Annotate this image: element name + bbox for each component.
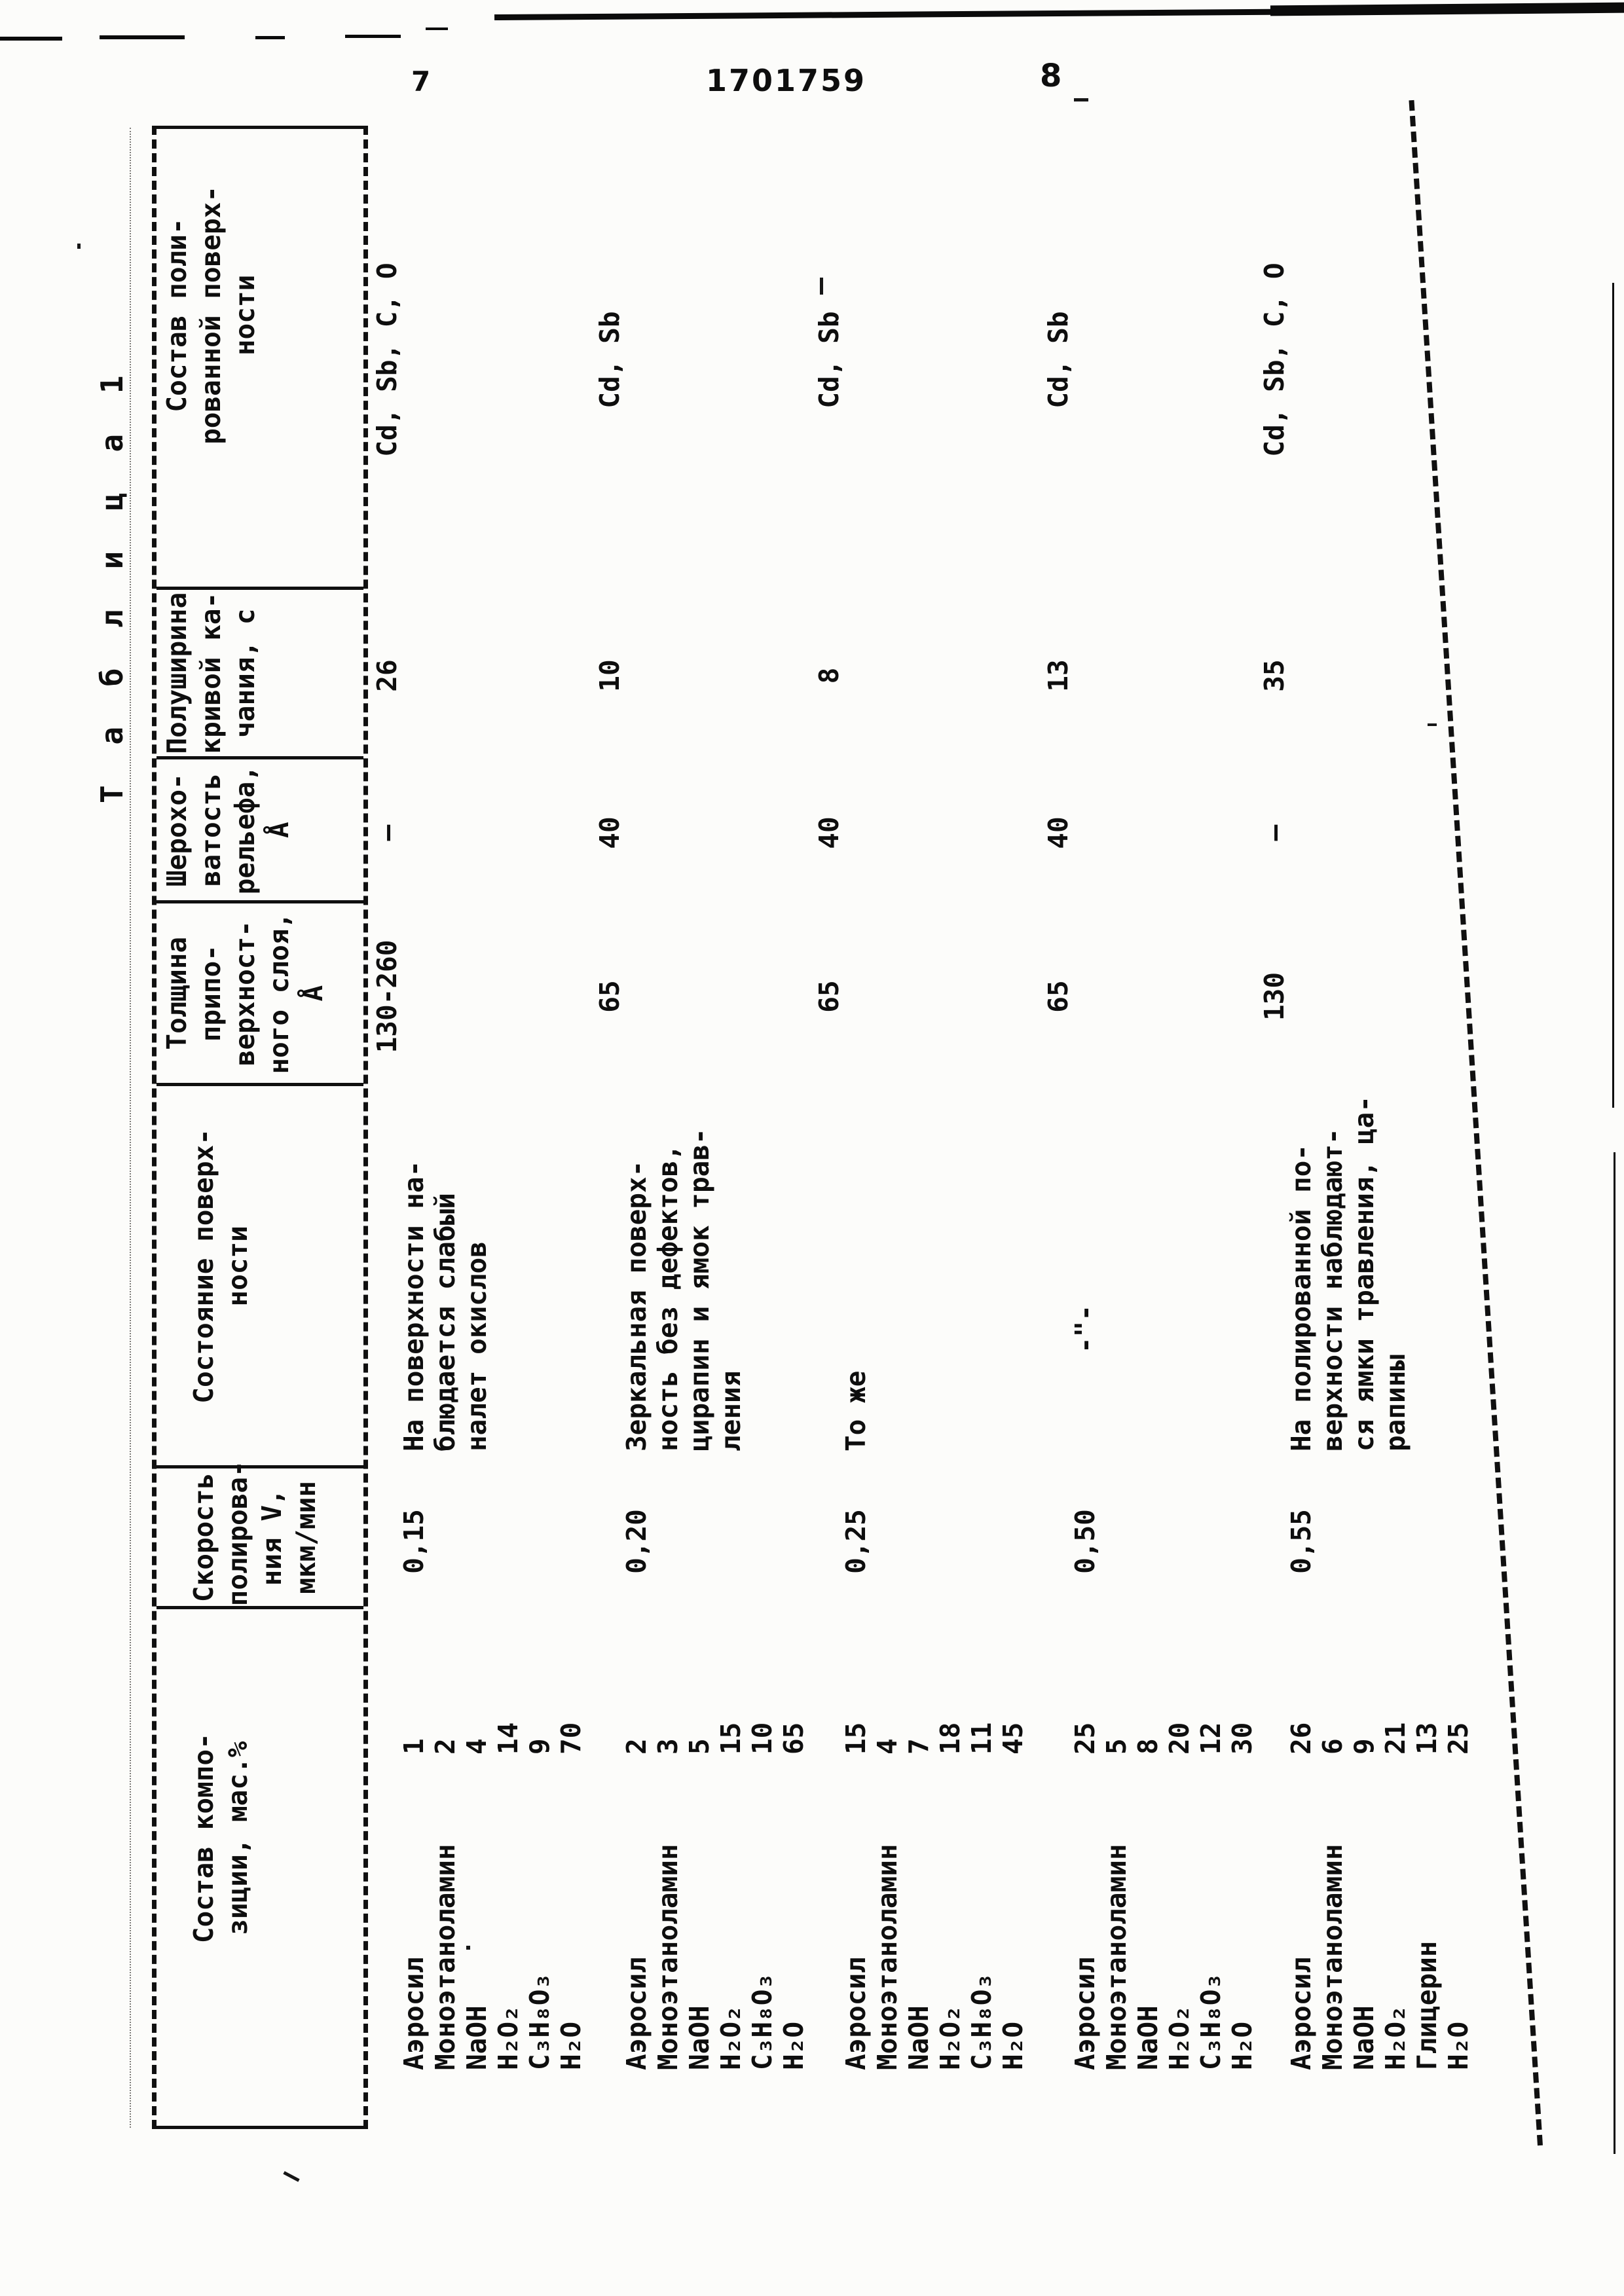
component-value: 3 xyxy=(652,1738,684,1755)
table-header-row xyxy=(152,126,368,2129)
component-name: Аэросил xyxy=(621,1957,652,2070)
component-name: Аэросил xyxy=(1285,1957,1317,2070)
component-name: H₂O xyxy=(555,2021,587,2070)
component-value: 2 xyxy=(430,1738,461,1755)
header-line: полирова- xyxy=(222,1461,253,1607)
cell-speed xyxy=(1255,1471,1521,1612)
data-table xyxy=(152,126,1521,2129)
cell-halfwidth xyxy=(810,591,1039,761)
composition-line xyxy=(1132,1612,1164,2070)
page-number-left: 7 xyxy=(411,65,431,98)
header-line: рельефа, xyxy=(229,765,261,895)
table-row xyxy=(1039,126,1258,2129)
component-name: Моноэтаноламин xyxy=(652,1844,684,2070)
cell-surface xyxy=(591,1088,810,1471)
thickness-value: 65 xyxy=(813,980,845,1013)
composition-line xyxy=(684,1612,715,2070)
speed-value: 0,20 xyxy=(621,1509,652,1574)
component-name: NaOH xyxy=(1348,2005,1380,2070)
header-line: Полуширина xyxy=(161,592,193,754)
polished-value: Cd, Sb xyxy=(594,311,625,409)
surface-line: блюдается слабый xyxy=(430,1193,461,1451)
header-line: мкм/мин xyxy=(290,1480,322,1594)
component-value: 21 xyxy=(1380,1722,1411,1755)
component-name: Моноэтаноламин xyxy=(872,1844,903,2070)
cell-roughness xyxy=(1255,761,1521,905)
composition-line xyxy=(1380,1612,1411,2070)
component-value: 9 xyxy=(1348,1738,1380,1755)
scan-speck xyxy=(77,244,81,249)
component-name: Глицерин xyxy=(1411,1941,1443,2070)
thickness-value: 65 xyxy=(1043,980,1074,1013)
component-value: 2 xyxy=(621,1738,652,1755)
speed-value: 0,15 xyxy=(398,1509,430,1574)
cell-polished xyxy=(591,129,810,591)
cell-surface xyxy=(810,1088,1039,1471)
thickness-value: 130-260 xyxy=(371,939,403,1053)
component-name: C₃H₈O₃ xyxy=(966,1973,997,2070)
cell-composition xyxy=(368,1612,591,2129)
scan-dash xyxy=(100,35,185,39)
scan-speck xyxy=(283,2171,299,2182)
component-value: 25 xyxy=(1069,1722,1101,1755)
component-value: 14 xyxy=(492,1722,524,1755)
composition-line xyxy=(747,1612,778,2070)
component-name: Моноэтаноламин xyxy=(1317,1844,1348,2070)
composition-line xyxy=(430,1612,461,2070)
component-value: 25 xyxy=(1443,1722,1474,1755)
cell-halfwidth xyxy=(1039,591,1255,761)
header-line: кривой ка- xyxy=(195,592,227,754)
halfwidth-value: 8 xyxy=(813,667,845,684)
scan-edge-line xyxy=(1614,1152,1615,2154)
component-value: 13 xyxy=(1411,1722,1443,1755)
polished-value: Cd, Sb xyxy=(1043,311,1074,409)
surface-line: -"- xyxy=(1069,1304,1101,1353)
component-name: Аэросил xyxy=(398,1957,430,2070)
composition-line xyxy=(1069,1612,1101,2070)
composition-line xyxy=(652,1612,684,2070)
polished-value: Cd, Sb, C, O xyxy=(1259,263,1290,457)
header-line: Состав компо- xyxy=(188,1733,219,1944)
thickness-value: 65 xyxy=(594,980,625,1013)
composition-line xyxy=(398,1612,430,2070)
cell-roughness xyxy=(368,761,591,905)
header-line: зиции, мас.% xyxy=(222,1741,253,1935)
component-name: C₃H₈O₃ xyxy=(1195,1973,1227,2070)
component-value: 15 xyxy=(715,1722,747,1755)
cell-speed xyxy=(810,1471,1039,1612)
cell-polished xyxy=(1255,129,1521,591)
roughness-value: 40 xyxy=(813,816,845,849)
cell-polished xyxy=(368,129,591,591)
col-header-roughness xyxy=(157,759,363,903)
header-line: ватость xyxy=(195,773,227,887)
cell-composition xyxy=(810,1612,1039,2129)
surface-line: налет окислов xyxy=(461,1241,492,1451)
surface-line: верхности наблюдают- xyxy=(1317,1128,1348,1451)
cell-thickness xyxy=(1039,905,1255,1088)
header-line: верхност- xyxy=(229,920,261,1066)
component-name: C₃H₈O₃ xyxy=(524,1973,555,2070)
roughness-value: — xyxy=(1259,824,1290,841)
composition-line xyxy=(934,1612,966,2070)
roughness-value: — xyxy=(371,824,403,841)
patent-number: 1701759 xyxy=(706,63,867,98)
surface-line: цирапин и ямок трав- xyxy=(684,1128,715,1451)
composition-line xyxy=(903,1612,934,2070)
scan-edge-line xyxy=(1612,283,1614,1108)
table-body xyxy=(368,126,1521,2129)
cell-polished xyxy=(810,129,1039,591)
composition-line xyxy=(492,1612,524,2070)
component-name: Моноэтаноламин xyxy=(430,1844,461,2070)
composition-line xyxy=(555,1612,587,2070)
col-header-surface xyxy=(157,1086,363,1468)
component-name: H₂O₂ xyxy=(492,2005,524,2070)
cell-thickness xyxy=(1255,905,1521,1088)
component-value: 7 xyxy=(903,1738,934,1755)
component-value: 8 xyxy=(1132,1738,1164,1755)
rotated-table-container xyxy=(92,93,1562,2136)
component-value: 70 xyxy=(555,1722,587,1755)
component-value: 10 xyxy=(747,1722,778,1755)
component-value: 1 xyxy=(398,1738,430,1755)
component-name: NaOH xyxy=(684,2005,715,2070)
surface-line: На полированной по- xyxy=(1285,1144,1317,1451)
component-value: 30 xyxy=(1227,1722,1258,1755)
composition-line xyxy=(1101,1612,1132,2070)
header-line: Состав поли- xyxy=(161,218,193,412)
component-name: NaOH xyxy=(903,2005,934,2070)
header-line: Толщина xyxy=(161,936,193,1050)
composition-line xyxy=(621,1612,652,2070)
composition-line xyxy=(1411,1612,1443,2070)
composition-line xyxy=(524,1612,555,2070)
halfwidth-value: 26 xyxy=(371,659,403,692)
composition-line xyxy=(1348,1612,1380,2070)
component-name: H₂O xyxy=(778,2021,809,2070)
col-header-speed xyxy=(157,1461,363,1609)
header-line: Å xyxy=(263,822,295,839)
table-row xyxy=(1255,126,1521,2129)
component-name: Аэросил xyxy=(1069,1957,1101,2070)
scan-dash xyxy=(345,35,401,38)
component-value: 5 xyxy=(684,1738,715,1755)
roughness-value: 40 xyxy=(594,816,625,849)
component-value: 45 xyxy=(997,1722,1029,1755)
polished-value: Cd, Sb, C, O xyxy=(371,263,403,457)
component-name: H₂O xyxy=(997,2021,1029,2070)
cell-roughness xyxy=(591,761,810,905)
cell-composition xyxy=(1255,1612,1521,2129)
component-value: 4 xyxy=(461,1738,492,1755)
table-caption: Т а б л и ц а 1 xyxy=(94,364,130,803)
component-value: 65 xyxy=(778,1722,809,1755)
scan-streak-top-thick xyxy=(1270,3,1624,16)
composition-line xyxy=(715,1612,747,2070)
component-name: H₂O xyxy=(1443,2021,1474,2070)
surface-line: рапины xyxy=(1380,1354,1411,1451)
header-line: Состояние поверх- xyxy=(188,1129,219,1404)
speed-value: 0,25 xyxy=(840,1509,872,1574)
component-value: 26 xyxy=(1285,1722,1317,1755)
cell-thickness xyxy=(368,905,591,1088)
composition-line xyxy=(1227,1612,1258,2070)
component-name: H₂O₂ xyxy=(934,2005,966,2070)
header-line: ности xyxy=(222,1226,253,1307)
component-value: 9 xyxy=(524,1738,555,1755)
component-value: 18 xyxy=(934,1722,966,1755)
component-value: 5 xyxy=(1101,1738,1132,1755)
composition-line xyxy=(778,1612,809,2070)
halfwidth-value: 13 xyxy=(1043,659,1074,692)
cell-halfwidth xyxy=(368,591,591,761)
cell-composition xyxy=(1039,1612,1258,2129)
cell-surface xyxy=(368,1088,591,1471)
halfwidth-value: 10 xyxy=(594,659,625,692)
polished-value: Cd, Sb xyxy=(813,311,845,409)
cell-roughness xyxy=(810,761,1039,905)
header-line: ния V, xyxy=(256,1489,287,1586)
composition-line xyxy=(1195,1612,1227,2070)
page-number-right: 8 xyxy=(1040,58,1062,94)
component-name: NaOH xyxy=(461,2005,492,2070)
table-row xyxy=(368,126,591,2129)
component-name: H₂O xyxy=(1227,2021,1258,2070)
surface-line: ся ямки травления, ца- xyxy=(1348,1095,1380,1451)
composition-line xyxy=(872,1612,903,2070)
header-line: рованной поверх- xyxy=(195,185,227,445)
header-line: Å xyxy=(297,985,329,1002)
surface-line: На поверхности на- xyxy=(398,1160,430,1451)
thickness-value: 130 xyxy=(1259,972,1290,1021)
header-line: ности xyxy=(229,274,261,356)
speed-value: 0,50 xyxy=(1069,1509,1101,1574)
component-name: C₃H₈O₃ xyxy=(747,1973,778,2070)
cell-surface xyxy=(1039,1088,1255,1471)
composition-line xyxy=(966,1612,997,2070)
cell-thickness xyxy=(810,905,1039,1088)
surface-line: То же xyxy=(840,1370,872,1451)
header-line: припо- xyxy=(195,945,227,1042)
component-value: 6 xyxy=(1317,1738,1348,1755)
composition-line xyxy=(461,1612,492,2070)
cell-halfwidth xyxy=(591,591,810,761)
cell-speed xyxy=(1039,1471,1255,1612)
header-line: чания, с xyxy=(229,608,261,738)
col-header-composition xyxy=(157,1609,363,2126)
col-header-thickness xyxy=(157,903,363,1086)
composition-line xyxy=(1285,1612,1317,2070)
cell-roughness xyxy=(1039,761,1255,905)
table-row xyxy=(591,126,810,2129)
scan-dash xyxy=(255,36,285,39)
surface-line: Зеркальная поверх- xyxy=(621,1160,652,1451)
header-line: ного слоя, xyxy=(263,912,295,1074)
composition-line xyxy=(840,1612,872,2070)
scan-dash xyxy=(426,27,448,30)
col-header-polished xyxy=(157,129,363,590)
halfwidth-value: 35 xyxy=(1259,659,1290,692)
component-name: Моноэтаноламин xyxy=(1101,1844,1132,2070)
header-line: Шерохо- xyxy=(161,773,193,887)
table-row xyxy=(810,126,1039,2129)
component-value: 15 xyxy=(840,1722,872,1755)
component-name: Аэросил xyxy=(840,1957,872,2070)
component-name: H₂O₂ xyxy=(1164,2005,1195,2070)
component-name: H₂O₂ xyxy=(715,2005,747,2070)
component-value: 20 xyxy=(1164,1722,1195,1755)
col-header-halfwidth xyxy=(157,590,363,760)
surface-line: ления xyxy=(715,1370,747,1451)
component-name: H₂O₂ xyxy=(1380,2005,1411,2070)
cell-polished xyxy=(1039,129,1255,591)
cell-surface xyxy=(1255,1088,1521,1471)
component-name: NaOH xyxy=(1132,2005,1164,2070)
component-value: 12 xyxy=(1195,1722,1227,1755)
scan-dash xyxy=(0,37,62,41)
component-value: 11 xyxy=(966,1722,997,1755)
surface-line: ность без дефектов, xyxy=(652,1144,684,1451)
cell-composition xyxy=(591,1612,810,2129)
cell-halfwidth xyxy=(1255,591,1521,761)
cell-thickness xyxy=(591,905,810,1088)
composition-line xyxy=(997,1612,1029,2070)
roughness-value: 40 xyxy=(1043,816,1074,849)
component-value: 4 xyxy=(872,1738,903,1755)
composition-line xyxy=(1443,1612,1474,2070)
composition-line xyxy=(1317,1612,1348,2070)
composition-line xyxy=(1164,1612,1195,2070)
cell-speed xyxy=(591,1471,810,1612)
speed-value: 0,55 xyxy=(1285,1509,1317,1574)
cell-speed xyxy=(368,1471,591,1612)
header-line: Скорость xyxy=(188,1472,219,1603)
